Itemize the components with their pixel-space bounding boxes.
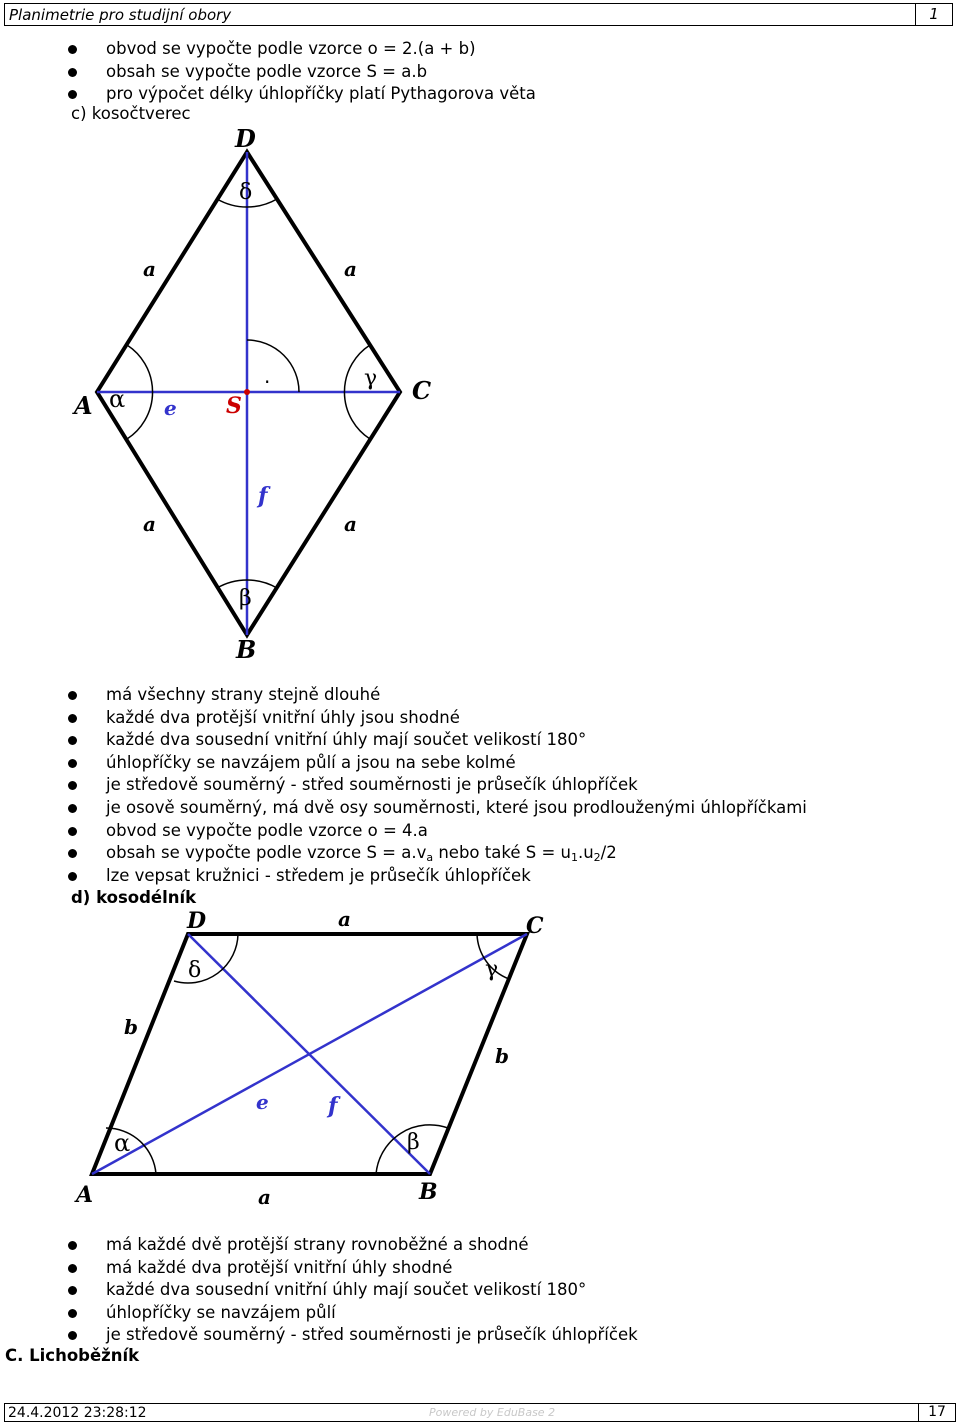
diagonal-f-label: f bbox=[328, 1093, 338, 1119]
angle-delta-label: δ bbox=[188, 958, 202, 983]
list-item: úhlopříčky se navzájem půlí a jsou na sebe kolmé bbox=[68, 752, 807, 775]
center-s-label: S bbox=[226, 393, 242, 419]
diagonal-e-label: e bbox=[164, 396, 177, 420]
rhomboid-heading: d) kosodélník bbox=[71, 888, 197, 907]
rhombus-figure bbox=[60, 122, 460, 667]
vertex-a-label: A bbox=[76, 1182, 94, 1208]
footer-datetime: 24.4.2012 23:28:12 bbox=[8, 1405, 147, 1421]
list-item: obsah se vypočte podle vzorce S = a.b bbox=[68, 61, 536, 84]
side-a-label: a bbox=[143, 512, 156, 536]
list-item: má každé dvě protější strany rovnoběžné a shodné bbox=[68, 1234, 638, 1257]
vertex-d-label: D bbox=[187, 908, 207, 934]
side-b-label: b bbox=[495, 1044, 509, 1068]
page-footer bbox=[4, 1403, 956, 1422]
list-item: pro výpočet délky úhlopříčky platí Pythagorova věta bbox=[68, 83, 536, 106]
list-item: úhlopříčky se navzájem půlí bbox=[68, 1302, 638, 1325]
list-item: každé dva protější vnitřní úhly jsou shodné bbox=[68, 707, 807, 730]
list-item: má všechny strany stejně dlouhé bbox=[68, 684, 807, 707]
rhombus-properties-list bbox=[68, 684, 807, 887]
list-item: má každé dva protější vnitřní úhly shodné bbox=[68, 1257, 638, 1280]
rhomboid-properties-list bbox=[68, 1234, 638, 1347]
vertex-b-label: B bbox=[419, 1179, 438, 1205]
rhomboid-figure bbox=[70, 906, 560, 1212]
vertex-c-label: C bbox=[412, 376, 432, 405]
side-a-label: a bbox=[258, 1185, 271, 1209]
header-title: Planimetrie pro studijní obory bbox=[9, 6, 232, 24]
vertex-c-label: C bbox=[526, 913, 544, 939]
side-a-label: a bbox=[338, 907, 351, 931]
list-item: lze vepsat kružnici - středem je průsečík úhlopříček bbox=[68, 865, 807, 888]
trapezoid-heading: C. Lichoběžník bbox=[5, 1346, 140, 1365]
list-item-area-formula: obsah se vypočte podle vzorce $S = a.v_a$ nebo také $S = u_1.u_2/2$ bbox=[68, 842, 807, 865]
right-angle-dot: . bbox=[264, 364, 271, 388]
angle-beta-label: β bbox=[407, 1130, 420, 1155]
page-header bbox=[4, 3, 953, 26]
side-a-label: a bbox=[344, 512, 357, 536]
side-a-label: a bbox=[143, 257, 156, 281]
diagonal-f-label: f bbox=[258, 483, 268, 509]
right-angle-arc bbox=[247, 340, 299, 392]
angle-beta-label: β bbox=[239, 586, 252, 611]
angle-alpha-label: α bbox=[114, 1129, 131, 1157]
vertex-b-label: B bbox=[236, 635, 257, 664]
angle-alpha-label: α bbox=[109, 385, 126, 413]
list-item: každé dva sousední vnitřní úhly mají součet velikostí 180° bbox=[68, 729, 807, 752]
side-a-label: a bbox=[344, 257, 357, 281]
side-b-label: b bbox=[124, 1015, 138, 1039]
rhombus-heading: c) kosočtverec bbox=[71, 104, 191, 123]
footer-page-number: 17 bbox=[918, 1404, 955, 1421]
center-point bbox=[244, 389, 250, 395]
footer-powered-by: Powered by EduBase 2 bbox=[429, 1406, 556, 1419]
vertex-a-label: A bbox=[74, 391, 93, 420]
list-item: je středově souměrný - střed souměrnosti je průsečík úhlopříček bbox=[68, 774, 807, 797]
list-item: obvod se vypočte podle vzorce o = 2.(a + b) bbox=[68, 38, 536, 61]
angle-delta-label: δ bbox=[239, 180, 253, 205]
angle-gamma-label: γ bbox=[364, 366, 378, 391]
square-properties-list bbox=[68, 38, 536, 106]
header-page-number: 1 bbox=[915, 4, 952, 25]
angle-gamma-label: γ bbox=[485, 957, 499, 982]
diagonal-e-label: e bbox=[256, 1090, 269, 1114]
vertex-d-label: D bbox=[235, 124, 256, 153]
list-item: obvod se vypočte podle vzorce o = 4.a bbox=[68, 820, 807, 843]
list-item: je středově souměrný - střed souměrnosti je průsečík úhlopříček bbox=[68, 1324, 638, 1347]
list-item: každé dva sousední vnitřní úhly mají součet velikostí 180° bbox=[68, 1279, 638, 1302]
list-item: je osově souměrný, má dvě osy souměrnosti, které jsou prodlouženými úhlopříčkami bbox=[68, 797, 807, 820]
diagonal-e bbox=[92, 934, 527, 1174]
